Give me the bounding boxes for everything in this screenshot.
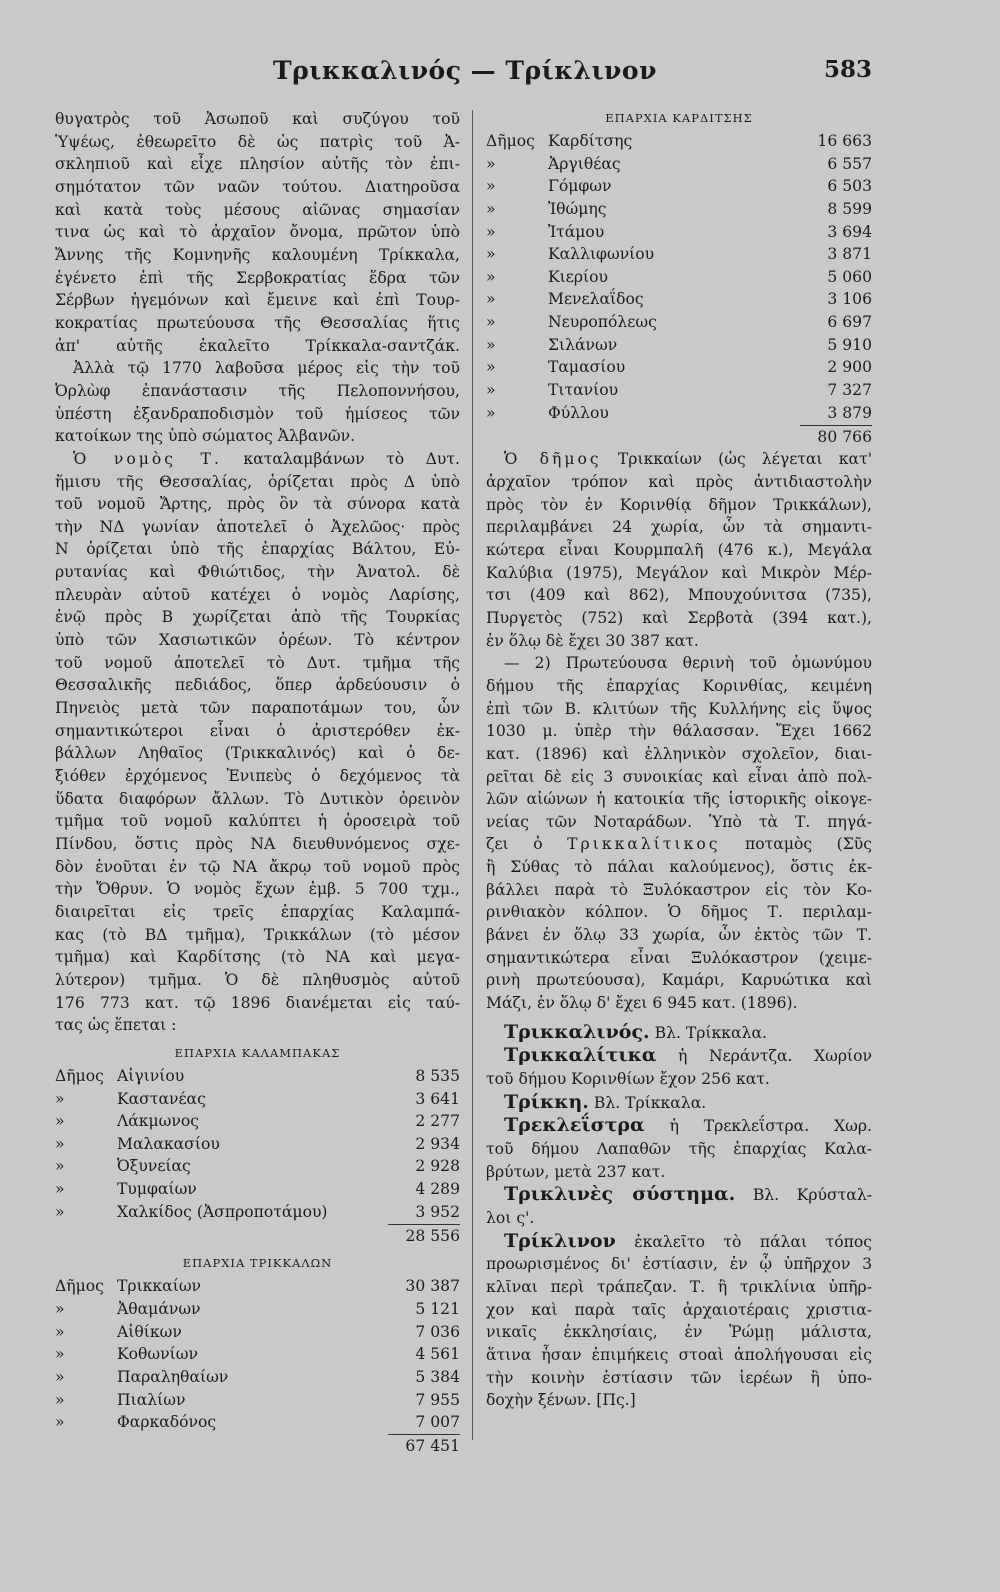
entry-headword: Τρικκαλινός.	[504, 1020, 650, 1043]
row-name: Πιαλίων	[117, 1390, 186, 1409]
text-line: ρινθιακὸν κόλπον. Ὁ δῆμος Τ. περιλαμ-	[486, 903, 872, 922]
table-row	[55, 1366, 460, 1389]
row-value: 2 928	[415, 1157, 460, 1176]
text-line: λύτερον) τμῆμα. Ὁ δὲ πληθυσμὸς αὐτοῦ	[55, 970, 460, 989]
row-value: 6 557	[827, 154, 872, 173]
text-line: ἀρχαῖον τρόπον καὶ πρὸς ἀντιδιαστολὴν	[486, 472, 872, 491]
text-line: ξιόθεν ἐρχόμενος Ἐνιπεὺς ὁ δεχόμενος τὰ	[55, 767, 460, 786]
row-prefix: »	[486, 267, 496, 286]
row-value: 5 384	[415, 1367, 460, 1386]
entry-triklines-systima	[486, 1183, 872, 1229]
row-prefix: »	[55, 1112, 65, 1131]
row-name: Αἰθίκων	[117, 1322, 182, 1341]
row-value: 3 106	[827, 290, 872, 309]
table-row	[55, 1201, 460, 1224]
entry-text: ἡ Τρεκλεΐστρα. Χωρ.	[669, 1117, 872, 1136]
row-name: Τυμφαίων	[117, 1180, 197, 1199]
table-row	[486, 311, 872, 334]
header-title: Τρικκαλινός — Τρίκλινον	[273, 56, 657, 85]
row-prefix: »	[55, 1322, 65, 1341]
text-line: Καλύβια (1975), Μεγάλον καὶ Μικρὸν Μέρ-	[486, 563, 872, 582]
table-row	[55, 1155, 460, 1178]
row-value: 6 697	[827, 313, 872, 332]
row-name: Κιερίου	[548, 267, 608, 286]
text-line: ὑπὸ τῶν Χασιωτικῶν ὀρέων. Τὸ κέντρον	[55, 631, 460, 650]
text-line: διαιρεῖται εἰς τρεῖς ἐπαρχίας Καλαμπά-	[55, 902, 460, 921]
row-prefix: »	[55, 1300, 65, 1319]
row-name: Τιτανίου	[548, 381, 619, 400]
row-name: Αἰγινίου	[117, 1066, 185, 1085]
row-name: Μενελαΐδος	[548, 290, 644, 309]
table-row	[55, 1275, 460, 1298]
row-name: Ἀργιθέας	[548, 154, 621, 173]
text-line: ἐνῷ πρὸς Β χωρίζεται ἀπὸ τῆς Τουρκίας	[55, 608, 460, 627]
table-row	[55, 1110, 460, 1133]
row-value: 2 900	[827, 358, 872, 377]
table-row	[55, 1065, 460, 1088]
text-line: τὴν Ὄθρυν. Ὁ νομὸς ἔχων ἐμβ. 5 700 τχμ.,	[55, 880, 460, 899]
row-prefix: »	[486, 222, 496, 241]
entry-text: Βλ. Τρίκκαλα.	[593, 1093, 707, 1112]
text-line: ρινὴ πρωτεύουσα), Καμάρι, Καρυώτικα καὶ	[486, 971, 872, 990]
text-line: νείας τῶν Νοταράδων. Ὑπὸ τὰ Τ. πηγά-	[486, 812, 872, 831]
table-total: 28 556	[388, 1224, 460, 1248]
table-row	[486, 356, 872, 379]
paragraph-nomos	[55, 448, 460, 1037]
running-header	[60, 50, 870, 94]
row-name: Σιλάνων	[548, 335, 618, 354]
row-prefix: Δῆμος	[55, 1066, 104, 1085]
entry-trikkalinos	[486, 1021, 872, 1045]
text-line: Ν ὁρίζεται ὑπὸ τῆς ἐπαρχίας Βάλτου, Εὐ-	[55, 540, 460, 559]
entry-trikki	[486, 1091, 872, 1115]
text-line	[486, 1091, 872, 1115]
text-line: Ὀρλὼφ ἐπανάστασιν τῆς Πελοποννήσου,	[55, 381, 460, 400]
table-row	[486, 130, 872, 153]
table-row	[486, 221, 872, 244]
text-line: σημότατον τῶν ναῶν τούτου. Διατηροῦσα	[55, 177, 460, 196]
row-value: 16 663	[817, 132, 872, 150]
table-row	[55, 1321, 460, 1344]
text-line: ρυτανίας καὶ Φθιώτιδος, τὴν Ἀνατολ. δὲ	[55, 563, 460, 582]
table-total: 67 451	[388, 1434, 460, 1458]
text-line: Πυργετὸς (752) καὶ Σερβοτὰ (394 κατ.),	[486, 608, 872, 627]
row-value: 8 535	[415, 1066, 460, 1085]
river-line-pre: ζει ὁ	[486, 835, 543, 854]
row-prefix: »	[55, 1134, 65, 1153]
entry-text: Βλ. Τρίκκαλα.	[654, 1023, 767, 1042]
row-prefix: »	[55, 1413, 65, 1432]
text-line: ἀπ' αὐτῆς ἐκαλεῖτο Τρίκκαλα-σαντζάκ.	[55, 336, 460, 355]
row-prefix: »	[486, 245, 496, 264]
text-line: ἐν ὅλῳ δὲ ἔχει 30 387 κατ.	[486, 631, 699, 650]
table-row	[486, 334, 872, 357]
row-name: Καρδίτσης	[548, 132, 633, 150]
text-line	[486, 833, 872, 856]
row-name: Ταμασίου	[548, 358, 626, 377]
left-column	[55, 108, 460, 1458]
row-value: 2 934	[415, 1134, 460, 1153]
text-line: ὕδατα διαφόρων ἄλλων. Τὸ Δυτικὸν ὀρεινὸν	[55, 789, 460, 808]
row-prefix: »	[55, 1180, 65, 1199]
row-value: 4 561	[415, 1345, 460, 1364]
text-line: ρεῖται δὲ εἰς 3 συνοικίας καὶ εἶναι ἀπὸ πολ-	[486, 767, 872, 786]
text-line: 176 773 κατ. τῷ 1896 διανέμεται εἰς ταύ-	[55, 993, 460, 1012]
row-value: 5 060	[827, 267, 872, 286]
table-row	[55, 1389, 460, 1412]
row-prefix: Δῆμος	[55, 1277, 104, 1296]
row-name: Τρικκαίων	[117, 1277, 202, 1296]
text-line: νικαῖς ἐκκλησίαις, ἐν Ῥώμῃ μάλιστα,	[486, 1323, 872, 1342]
entry-triklinon	[486, 1230, 872, 1412]
row-prefix: »	[486, 177, 496, 196]
row-value: 3 641	[415, 1089, 460, 1108]
entry-text: ἡ Νεράντζα. Χωρίον	[678, 1047, 872, 1066]
nomos-first-text: καταλαμβάνων τὸ Δυτ.	[243, 449, 460, 468]
table-row	[55, 1411, 460, 1434]
table-row	[486, 175, 872, 198]
row-name: Καλλιφωνίου	[548, 245, 655, 264]
text-line: πλευρὰν αὐτοῦ κατέχει ὁ νομὸς Λαρίσης,	[55, 585, 460, 604]
text-line: βάλλει παρὰ τὸ Ξυλόκαστρον εἰς τὸν Κο-	[486, 880, 872, 899]
text-line: Ἀλλὰ τῷ 1770 λαβοῦσα μέρος εἰς τὴν τοῦ	[73, 359, 460, 378]
row-name: Φύλλου	[548, 403, 609, 422]
text-line: κατοίκων της ὑπὸ σώματος Ἀλβανῶν.	[55, 427, 356, 446]
row-prefix: »	[486, 199, 496, 218]
river-line-post: ποταμὸς (Σῦς	[745, 835, 872, 854]
text-line	[486, 1114, 872, 1138]
text-line: ἥμισυ τῆς Θεσσαλίας, ὁρίζεται πρὸς Δ ὑπὸ	[55, 472, 460, 491]
entry-text: Βλ. Κρύσταλ-	[752, 1186, 872, 1205]
text-line: περιλαμβάνει 24 χωρία, ὧν τὰ σημαντι-	[486, 518, 872, 537]
row-prefix: »	[486, 154, 496, 173]
text-line: βάλλων Ληθαῖος (Τρικκαλινός) καὶ ὁ δε-	[55, 744, 460, 763]
text-line: σημαντικώτερα εἶναι Ξυλόκαστρον (χειμε-	[486, 948, 872, 967]
text-line	[486, 448, 872, 471]
row-prefix: »	[55, 1390, 65, 1409]
text-line: τινα ὡς καὶ τὸ ἀρχαῖον ὄνομα, πρῶτον ὑπὸ	[55, 223, 460, 242]
page-number: 583	[823, 56, 872, 83]
table-row	[55, 1088, 460, 1111]
entry-headword: Τρίκλινον	[504, 1229, 616, 1252]
text-line: κλῖναι περὶ τράπεζαν. Τ. ἢ τρικλίνια ὑπῆρ-	[486, 1277, 872, 1296]
table-row	[55, 1133, 460, 1156]
text-line: ἐγένετο ἐπὶ τῆς Σερβοκρατίας ἕδρα τῶν	[55, 268, 460, 287]
text-line: Πηνειὸς μετὰ τῶν παραποτάμων του, ὧν	[55, 699, 460, 718]
text-line: κώτερα εἶναι Κουρμπαλῆ (476 κ.), Μεγάλα	[486, 540, 872, 559]
row-value: 2 277	[415, 1112, 460, 1131]
row-name: Καστανέας	[117, 1089, 206, 1108]
text-line	[486, 1044, 872, 1068]
table-total: 80 766	[800, 425, 872, 449]
row-value: 3 879	[827, 403, 872, 422]
text-line: τσι (409 καὶ 862), Μπουχούνιτσα (735),	[486, 586, 872, 605]
row-value: 6 503	[827, 177, 872, 196]
entry-headword: Τρικλινὲς σύστημα.	[504, 1183, 736, 1206]
text-line: τοῦ δήμου Λαπαθῶν τῆς ἐπαρχίας Καλα-	[486, 1140, 872, 1159]
demos-label: Ὁ δῆμος	[504, 450, 602, 469]
text-line: ἅτινα ἦσαν ἐπιμήκεις στοαὶ ἀπολήγουσαι εἰς	[486, 1345, 872, 1364]
text-line: τμῆμα τοῦ νομοῦ καλύπτει ἡ ὀροσειρὰ τοῦ	[55, 812, 460, 831]
table-total-row	[486, 424, 872, 448]
paragraph-second-meaning	[486, 652, 872, 1015]
entry-trekleistra	[486, 1114, 872, 1183]
river-name: Τρικκαλίτικος	[567, 835, 721, 854]
row-name: Χαλκίδος (Ἀσπροποτάμου)	[117, 1202, 328, 1221]
row-prefix: »	[55, 1157, 65, 1176]
text-line: κας (τὸ ΒΔ τμῆμα), Τρικκάλων (τὸ μέσον	[55, 925, 460, 944]
row-prefix: »	[55, 1345, 65, 1364]
right-column	[486, 108, 872, 1412]
text-line: Ὑψέως, ἐθεωρεῖτο δὲ ὡς πατρὶς τοῦ Ἀ-	[55, 132, 460, 151]
table-row	[486, 379, 872, 402]
text-line: χον καὶ παρὰ ταῖς ἀρχαιοτέραις χριστια-	[486, 1300, 872, 1319]
table-trikkala	[55, 1253, 460, 1457]
row-value: 7 327	[827, 381, 872, 400]
table-karditsa	[486, 108, 872, 448]
text-line: δήμου τῆς ἐπαρχίας Κορινθίας, κειμένη	[486, 676, 872, 695]
text-line: Σέρβων ἡγεμόνων καὶ ἔμεινε καὶ ἐπὶ Τουρ-	[55, 291, 460, 310]
table-kalampaka	[55, 1043, 460, 1247]
text-line: τοῦ νομοῦ Ἄρτης, πρὸς ὃν τὰ σύνορα κατὰ	[55, 495, 460, 514]
demos-first-text: Τρικκαίων (ὡς λέγεται κατ'	[617, 450, 872, 469]
text-line: Ἄννης τῆς Κομνηνῆς καλουμένη Τρίκκαλα,	[55, 245, 460, 264]
text-line	[486, 1021, 872, 1045]
row-prefix: »	[55, 1202, 65, 1221]
text-line: σημαντικώτεροι εἶναι ὁ ἀριστερόθεν ἐκ-	[55, 721, 460, 740]
table-row	[486, 266, 872, 289]
text-line: τὴν ΝΔ γωνίαν ἀποτελεῖ ὁ Ἀχελῶος· πρὸς	[55, 517, 460, 536]
text-line: ἐπὶ τῶν Β. κλιτύων τῆς Κυλλήνης εἰς ὕψος	[486, 699, 872, 718]
table-caption: ΕΠΑΡΧΙΑ ΤΡΙΚΚΑΛΩΝ	[182, 1256, 333, 1271]
text-line: βρύτων, μετὰ 237 κατ.	[486, 1162, 666, 1181]
text-line: θυγατρὸς τοῦ Ἀσωποῦ καὶ συζύγου τοῦ	[55, 110, 460, 128]
row-value: 5 121	[415, 1300, 460, 1319]
row-name: Ὀξυνείας	[117, 1157, 191, 1176]
entry-headword: Τρίκκη.	[504, 1090, 589, 1113]
row-name: Νευροπόλεως	[548, 313, 657, 332]
text-line	[486, 1183, 872, 1207]
row-value: 8 599	[827, 199, 872, 218]
text-line: ἢ Σύθας τὸ πάλαι καλούμενος), ὅστις ἐκ-	[486, 858, 872, 877]
text-line: καὶ κατὰ τοὺς μέσους αἰῶνας σημασίαν	[55, 200, 460, 219]
row-prefix: »	[486, 358, 496, 377]
row-prefix: Δῆμος	[486, 132, 535, 150]
row-value: 5 910	[827, 335, 872, 354]
table-total-row	[55, 1434, 460, 1458]
row-value: 3 694	[827, 222, 872, 241]
column-divider	[472, 110, 473, 1440]
text-line: λῶν αἰώνων ἡ κατοικία τῆς ἱστορικῆς οἰκογε-	[486, 790, 872, 809]
text-line: Μάζι, ἐν ὅλῳ δ' ἔχει 6 945 κατ. (1896).	[486, 994, 798, 1013]
table-caption: ΕΠΑΡΧΙΑ ΚΑΡΔΙΤΣΗΣ	[605, 111, 753, 125]
text-line: τοῦ δήμου Κορινθίων ἔχον 256 κατ.	[486, 1070, 770, 1089]
entry-trikkalitika	[486, 1044, 872, 1090]
text-line	[55, 448, 460, 471]
text-line: πρὸς τὸν ἐν Κορινθίᾳ δῆμον Τρικκάλων),	[486, 495, 872, 514]
row-prefix: »	[486, 403, 496, 422]
row-prefix: »	[55, 1089, 65, 1108]
row-value: 4 289	[415, 1180, 460, 1199]
entry-headword: Τρικκαλίτικα	[504, 1044, 657, 1067]
text-line: κατ. (1896) καὶ ἑλληνικὸν σχολεῖον, διαι-	[486, 744, 872, 763]
text-line: τμῆμα) καὶ Καρδίτσης (τὸ ΝΑ καὶ μεγα-	[55, 948, 460, 967]
text-line: Πίνδου, ὅστις πρὸς ΝΑ διευθυνόμενος σχε-	[55, 835, 460, 853]
row-name: Λάκμωνος	[117, 1112, 199, 1131]
row-prefix: »	[486, 381, 496, 400]
row-value: 3 952	[415, 1202, 460, 1221]
row-prefix: »	[486, 313, 496, 332]
text-line: 1030 μ. ὑπὲρ τὴν θάλασσαν. Ἔχει 1662	[486, 722, 872, 741]
text-line: βάνει ἐν ὅλῳ 33 χωρία, ὧν ἐκτὸς τῶν Τ.	[486, 926, 872, 945]
text-line: — 2) Πρωτεύουσα θερινὴ τοῦ ὁμωνύμου	[504, 654, 872, 673]
text-line: Θεσσαλικῆς πεδιάδος, ὅπερ ἀρδεύουσιν ὁ	[55, 676, 460, 695]
row-name: Παραληθαίων	[117, 1367, 229, 1386]
row-value: 30 387	[405, 1277, 460, 1296]
row-name: Μαλακασίου	[117, 1134, 220, 1153]
row-prefix: »	[486, 290, 496, 309]
row-name: Φαρκαδόνος	[117, 1413, 217, 1432]
table-caption: ΕΠΑΡΧΙΑ ΚΑΛΑΜΠΑΚΑΣ	[174, 1045, 341, 1060]
row-value: 7 007	[415, 1413, 460, 1432]
table-row	[55, 1298, 460, 1321]
row-name: Κοθωνίων	[117, 1345, 198, 1364]
text-line: προωρισμένος δι' ἑστίασιν, ἐν ᾧ ὑπῆρχον 3	[486, 1255, 872, 1274]
table-row	[486, 198, 872, 221]
entry-text: ἐκαλεῖτο τὸ πάλαι τόπος	[634, 1232, 872, 1251]
table-row	[486, 402, 872, 425]
row-value: 7 955	[415, 1390, 460, 1409]
row-value: 3 871	[827, 245, 872, 264]
table-row	[55, 1343, 460, 1366]
row-name: Ἰθώμης	[548, 199, 607, 218]
text-line: δὸν ἑνοῦται ἐν τῷ ΝΑ ἄκρῳ τοῦ νομοῦ πρὸς	[55, 857, 460, 876]
text-line: δοχὴν ξένων. [Πς.]	[486, 1391, 636, 1410]
row-name: Ἀθαμάνων	[117, 1300, 201, 1319]
row-name: Γόμφων	[548, 177, 612, 196]
table-row	[486, 288, 872, 311]
text-line: λοι ς'.	[486, 1208, 535, 1227]
table-row	[55, 1178, 460, 1201]
row-prefix: »	[486, 335, 496, 354]
row-name: Ἰτάμου	[548, 222, 605, 241]
text-line: τας ὡς ἕπεται :	[55, 1016, 177, 1035]
row-prefix: »	[55, 1367, 65, 1386]
text-line: κοκρατίας πρωτεύουσα τῆς Θεσσαλίας ἥτις	[55, 313, 460, 332]
table-row	[486, 153, 872, 176]
row-value: 7 036	[415, 1322, 460, 1341]
text-line: τοῦ νομοῦ ἀποτελεῖ τὸ Δυτ. τμῆμα τῆς	[55, 653, 460, 672]
paragraph-demos	[486, 448, 872, 652]
table-total-row	[55, 1223, 460, 1247]
nomos-label: Ὁ νομὸς Τ.	[73, 449, 222, 468]
entry-headword: Τρεκλεΐστρα	[504, 1114, 645, 1137]
text-line: τὴν κοινὴν ἑστίασιν τῶν ἱερέων ἢ ὑπο-	[486, 1368, 872, 1387]
table-row	[486, 243, 872, 266]
paragraph-history	[55, 108, 460, 448]
text-line: ὑπέστη ἐξανδραποδισμὸν τοῦ ἡμίσεος τῶν	[55, 404, 460, 423]
text-line	[486, 1230, 872, 1254]
text-line: σκληπιοῦ καὶ εἶχε πλησίον αὐτῆς τὸν ἐπι-	[55, 155, 460, 174]
